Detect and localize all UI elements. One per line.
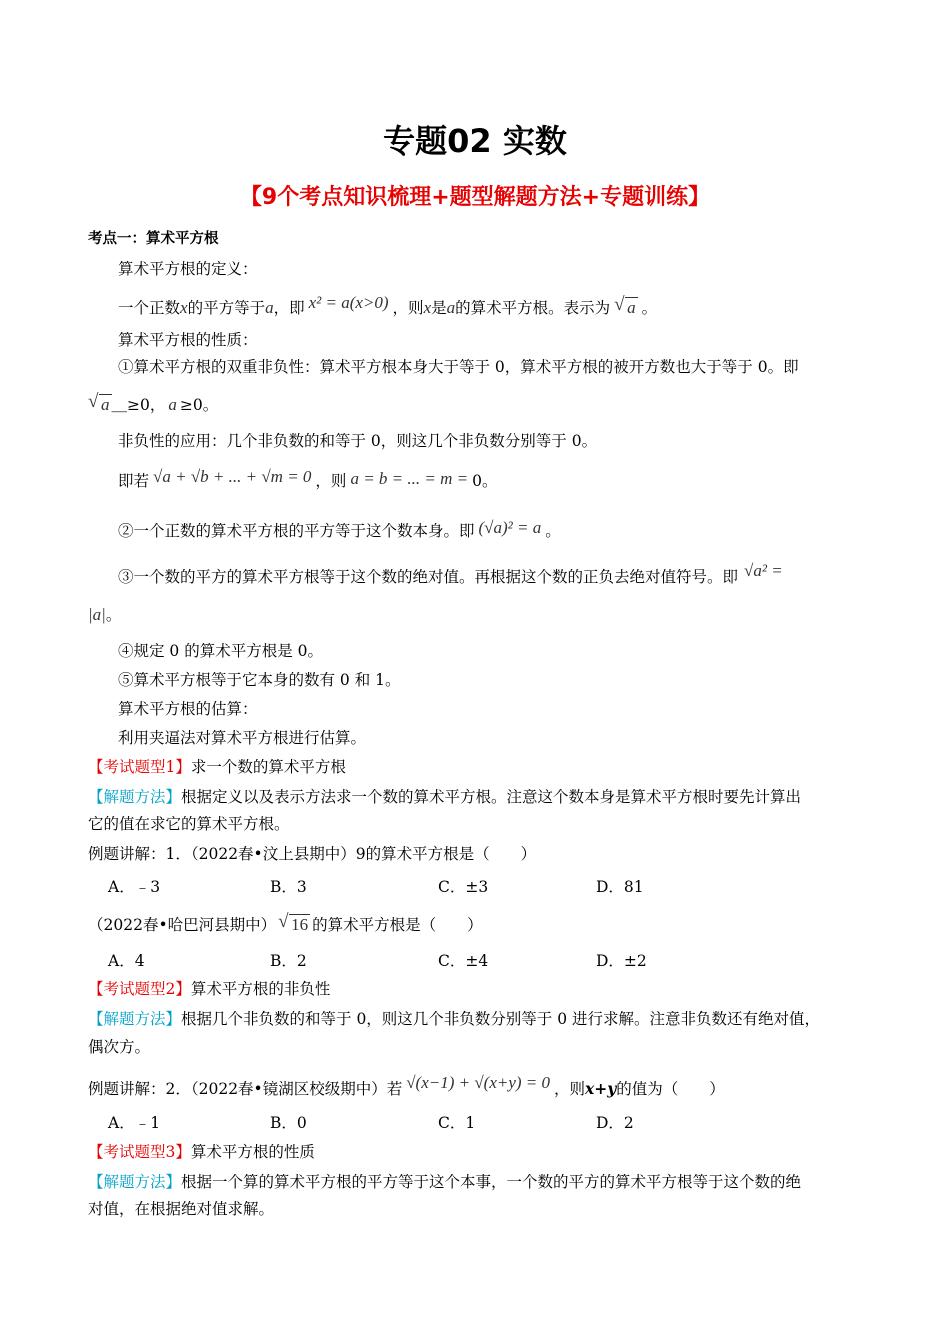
option-c: C．1 [438, 1114, 476, 1132]
math-var: x+y [585, 1079, 617, 1098]
method-1-line2: 它的值在求它的算术平方根。 [88, 815, 290, 833]
exam-type-tag: 【考试题型1】 [88, 758, 191, 776]
property-1-line2 [88, 394, 218, 416]
option-a: A．4 [108, 952, 145, 970]
text-fragment: 的算术平方根。表示为 [455, 299, 611, 317]
option-c: C．±3 [438, 878, 489, 896]
property-1-line1: ①算术平方根的双重非负性：算术平方根本身大于等于 0，算术平方根的被开方数也大于等于 0。即 [118, 358, 799, 376]
definition-label: 算术平方根的定义： [118, 260, 258, 278]
method-text: 根据一个算的算术平方根的平方等于这个本事，一个数的平方的算术平方根等于这个数的绝 [181, 1173, 802, 1191]
exam-type-tag: 【考试题型2】 [88, 980, 191, 998]
exam-type-1 [88, 756, 346, 778]
page-subtitle: 【9个考点知识梳理+题型解题方法+专题训练】 [239, 185, 711, 210]
method-text: 根据定义以及表示方法求一个数的算术平方根。注意这个数本身是算术平方根时要先计算出 [181, 788, 802, 806]
method-1-line1 [88, 786, 801, 808]
math-var: a [446, 298, 456, 317]
section-heading: 考点一：算术平方根 [88, 231, 219, 247]
text-fragment: 的算术平方根是（ ） [312, 916, 483, 934]
exam-type-2 [88, 978, 330, 1000]
math-var: a [265, 298, 274, 317]
exam-type-title: 算术平方根的非负性 [190, 980, 331, 998]
math-formula: x² = a(x>0) [308, 293, 389, 312]
example-1b [88, 914, 483, 936]
example-2 [88, 1073, 725, 1100]
option-b: B．3 [270, 878, 307, 896]
exam-type-tag: 【考试题型3】 [88, 1143, 191, 1161]
option-a: A．﹣3 [108, 878, 161, 896]
text-fragment: 的值为（ ） [616, 1080, 725, 1098]
text-fragment: ≥0。 [179, 396, 219, 414]
math-var: a [168, 395, 177, 414]
property-4: ④规定 0 的算术平方根是 0。 [118, 642, 324, 660]
text-fragment: ，则 [392, 299, 424, 317]
math-formula: √(x−1) + √(x+y) = 0 [406, 1073, 551, 1092]
math-sqrt: √ a [614, 297, 638, 319]
text-fragment: 。 [545, 522, 561, 540]
method-2-line1 [88, 1008, 820, 1030]
math-formula: a = b = ... = m = [350, 469, 469, 488]
text-fragment: 是 [431, 299, 447, 317]
math-formula: √a + √b + ... + √m = 0 [153, 467, 312, 486]
option-d: D．81 [596, 878, 644, 896]
example-1: 例题讲解：1．（2022春•汶上县期中）9的算术平方根是（ ） [88, 845, 537, 863]
nonnegativity-formula-line [118, 467, 498, 492]
property-label: 算术平方根的性质： [118, 331, 258, 349]
math-var: x [180, 298, 188, 317]
option-a: A．﹣1 [108, 1114, 161, 1132]
property-5: ⑤算术平方根等于它本身的数有 0 和 1。 [118, 671, 401, 689]
method-3-line2: 对值，在根据绝对值求解。 [88, 1200, 275, 1218]
option-b: B．2 [270, 952, 307, 970]
text-fragment: 一个正数 [118, 299, 181, 317]
option-d: D．±2 [596, 952, 647, 970]
property-2 [118, 520, 561, 542]
option-d: D．2 [596, 1114, 634, 1132]
text-fragment: 。 [105, 606, 122, 624]
option-b: B．0 [270, 1114, 307, 1132]
text-fragment: ，则 [315, 472, 347, 490]
exam-type-title: 求一个数的算术平方根 [190, 758, 346, 776]
method-3-line1 [88, 1171, 801, 1193]
text-fragment: 的平方等于 [187, 299, 266, 317]
text-fragment: 。 [641, 299, 658, 317]
text-fragment: ，即 [273, 299, 305, 317]
math-formula: (√a)² = a [478, 518, 542, 537]
text-fragment: ②一个正数的算术平方根的平方等于这个数本身。即 [118, 522, 475, 540]
math-var: x [423, 298, 432, 317]
property-3-continued [88, 604, 121, 626]
text-fragment: （2022春•哈巴河县期中） [88, 916, 277, 934]
property-3 [118, 561, 783, 588]
option-c: C．±4 [438, 952, 489, 970]
exam-type-3 [88, 1141, 315, 1163]
exam-type-title: 算术平方根的性质 [190, 1143, 315, 1161]
math-abs: |a| [88, 605, 106, 624]
method-tag: 【解题方法】 [88, 788, 182, 806]
estimation-text: 利用夹逼法对算术平方根进行估算。 [118, 729, 367, 747]
method-text: 根据几个非负数的和等于 0，则这几个非负数分别等于 0 进行求解。注意非负数还有绝对值， [181, 1010, 821, 1028]
math-formula: √a² = [744, 561, 783, 580]
method-tag: 【解题方法】 [88, 1173, 182, 1191]
text-fragment: 0。 [472, 472, 498, 490]
definition-text [118, 293, 658, 319]
method-2-line2: 偶次方。 [88, 1038, 151, 1056]
text-fragment: ③一个数的平方的算术平方根等于这个数的绝对值。再根据这个数的正负去绝对值符号。即 [118, 568, 739, 586]
nonnegativity-application: 非负性的应用：几个非负数的和等于 0，则这几个非负数分别等于 0。 [118, 432, 598, 450]
method-tag: 【解题方法】 [88, 1010, 182, 1028]
math-sqrt: √ a [88, 394, 112, 416]
text-fragment: 即若 [118, 472, 150, 490]
text-fragment: 例题讲解：2．（2022春•镜湖区校级期中）若 [88, 1080, 403, 1098]
text-fragment: ，则 [554, 1080, 586, 1098]
text-fragment: ＿≥0， [111, 396, 166, 414]
page-title: 专题02 实数 [383, 122, 567, 160]
math-sqrt: √ 16 [278, 914, 310, 936]
estimation-label: 算术平方根的估算： [118, 700, 258, 718]
